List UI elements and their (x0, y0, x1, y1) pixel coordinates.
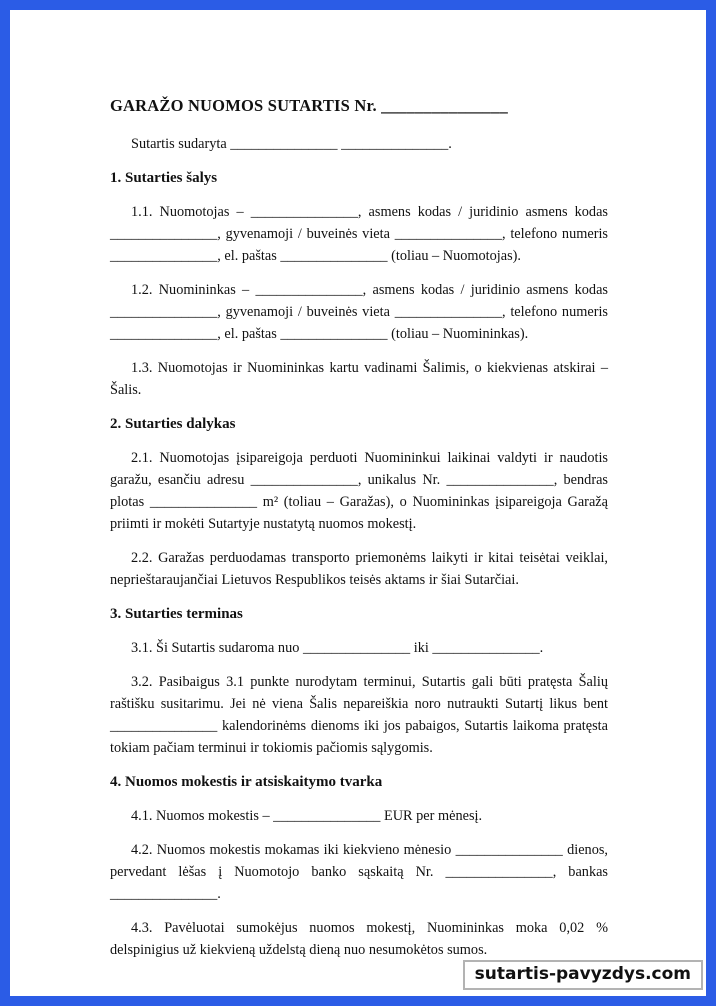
section-heading-1: 1. Sutarties šalys (110, 170, 218, 186)
contract-clause-3-2: 3.2. Pasibaigus 3.1 punkte nurodytam terminui, Sutartis gali būti pratęsta Šalių raštišku susitarimu. Jei nė viena Šalis nepareiškia noro nutraukti Sutartį likus bent _______________ kalendorinėms dienoms iki jos pabaigos, Sutartis laikoma pratęsta tokiam pačiam terminui ir tokiomis pačiomis sąlygomis. (110, 674, 608, 756)
intro-paragraph: Sutartis sudaryta _______________ _______________. (131, 136, 452, 152)
contract-clause-2-2: 2.2. Garažas perduodamas transporto priemonėms laikyti ir kitai teisėtai veiklai, neprieštaraujančiai Lietuvos Respublikos teisės aktams ir šiai Sutarčiai. (110, 550, 608, 588)
section-heading-4: 4. Nuomos mokestis ir atsiskaitymo tvarka (110, 774, 383, 790)
section-heading-3: 3. Sutarties terminas (110, 606, 243, 622)
contract-clause-4-3: 4.3. Pavėluotai sumokėjus nuomos mokestį, Nuomininkas moka 0,02 % delspinigius už kiekvieną uždelstą dieną nuo nesumokėtos sumos. (110, 920, 608, 958)
contract-clause-3-1: 3.1. Ši Sutartis sudaroma nuo _______________ iki _______________. (131, 640, 544, 656)
contract-clause-2-1: 2.1. Nuomotojas įsipareigoja perduoti Nuomininkui laikinai valdyti ir naudotis garažu, esančiu adresu _______________, unikalus Nr. _______________, bendras plotas _______________ m² (toliau – Garažas), o Nuomininkas įsipareigoja Garažą priimti ir mokėti Sutartyje nustatytą nuomos mokestį. (110, 450, 608, 532)
contract-clause-1-3: 1.3. Nuomotojas ir Nuomininkas kartu vadinami Šalimis, o kiekvienas atskirai – Šalis. (110, 360, 608, 398)
contract-clause-1-1: 1.1. Nuomotojas – _______________, asmens kodas / juridinio asmens kodas _______________, gyvenamoji / buveinės vieta _______________, telefono numeris _______________, el. paštas _______________ (toliau – Nuomotojas). (110, 204, 608, 264)
contract-clause-4-2: 4.2. Nuomos mokestis mokamas iki kiekvieno mėnesio _______________ dienos, pervedant lėšas į Nuomotojo banko sąskaitą Nr. _______________, bankas _______________. (110, 842, 608, 902)
document-content (110, 94, 608, 973)
section-heading-2: 2. Sutarties dalykas (110, 416, 236, 432)
document-title: GARAŽO NUOMOS SUTARTIS Nr. _______________ (110, 96, 508, 115)
contract-clause-4-1: 4.1. Nuomos mokestis – _______________ EUR per mėnesį. (131, 808, 483, 824)
contract-clause-1-2: 1.2. Nuomininkas – _______________, asmens kodas / juridinio asmens kodas _______________, gyvenamoji / buveinės vieta _______________, telefono numeris _______________, el. paštas _______________ (toliau – Nuomininkas). (110, 282, 608, 342)
site-watermark-badge: sutartis-pavyzdys.com (463, 960, 703, 990)
